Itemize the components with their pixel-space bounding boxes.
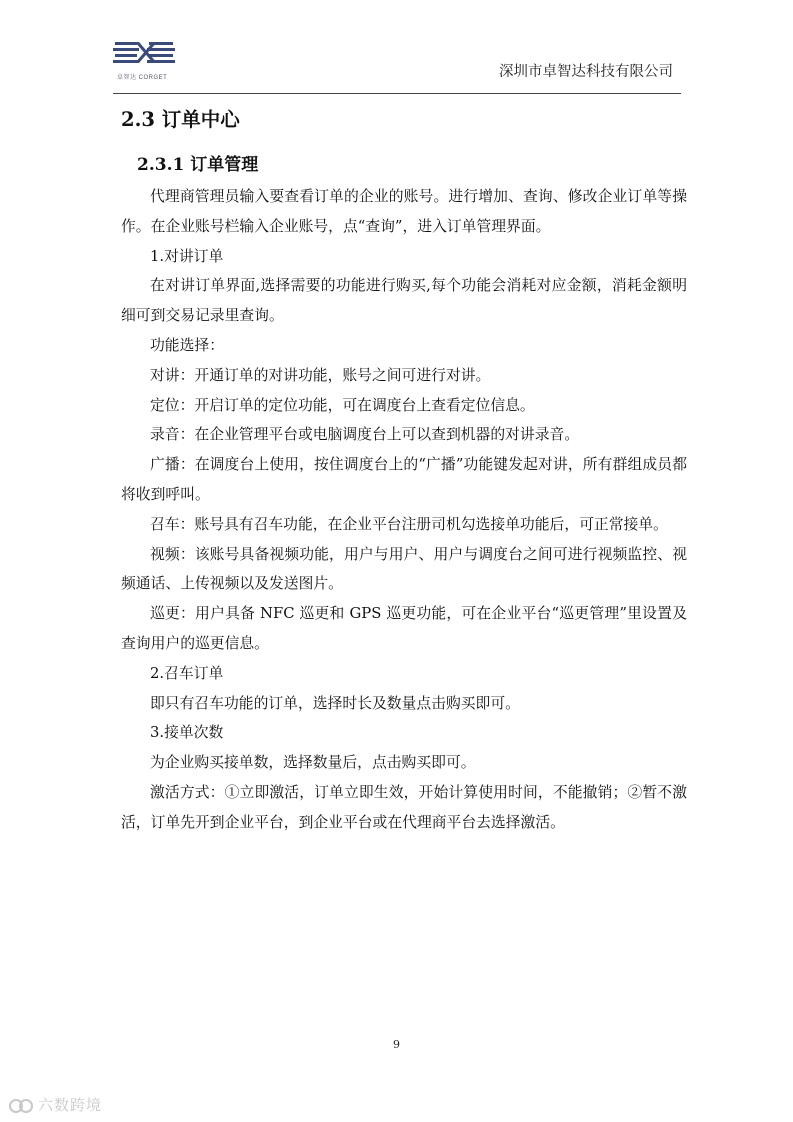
paragraph: 功能选择：: [150, 336, 224, 354]
watermark-text: 六数跨境: [38, 1096, 103, 1114]
header-divider: [113, 93, 681, 94]
paragraph: 1.对讲订单: [150, 247, 224, 265]
subsection-title: 2.3.1 订单管理: [137, 155, 259, 175]
company-name: 深圳市卓智达科技有限公司: [499, 64, 673, 80]
paragraph: 代理商管理员输入要查看订单的企业的账号。进行增加、查询、修改企业订单等操作。在企业账号栏输入企业账号，点“查询”，进入订单管理界面。: [121, 188, 687, 235]
paragraph: 为企业购买接单数，选择数量后，点击购买即可。: [150, 754, 476, 772]
paragraph: 视频：该账号具备视频功能，用户与用户、用户与调度台之间可进行视频监控、视频通话、上传视频以及发送图片。: [121, 545, 687, 593]
paragraph: 即只有召车功能的订单，选择时长及数量点击购买即可。: [150, 694, 520, 712]
section-title: 2.3 订单中心: [121, 108, 240, 131]
paragraph: 3.接单次数: [150, 724, 224, 742]
paragraph: 激活方式：①立即激活，订单立即生效，开始计算使用时间，不能撤销；②暂不激活，订单先开到企业平台，到企业平台或在代理商平台去选择激活。: [121, 783, 687, 831]
logo-text: 卓智达 CORGET: [117, 75, 168, 81]
watermark: [8, 1094, 102, 1115]
paragraph: 在对讲订单界面,选择需要的功能进行购买,每个功能会消耗对应金额，消耗金额明细可到交易记录里查询。: [121, 277, 687, 325]
paragraph: 广播：在调度台上使用，按住调度台上的“广播”功能键发起对讲，所有群组成员都将收到呼叫。: [121, 456, 687, 503]
paragraph: 录音：在企业管理平台或电脑调度台上可以查到机器的对讲录音。: [150, 426, 580, 444]
paragraph: 2.召车订单: [150, 664, 224, 682]
paragraph: 定位：开启订单的定位功能，可在调度台上查看定位信息。: [150, 396, 535, 414]
page-number: 9: [393, 1038, 400, 1051]
body-text: [121, 182, 687, 838]
watermark-logo-icon: [8, 1097, 34, 1115]
paragraph: 对讲：开通订单的对讲功能，账号之间可进行对讲。: [150, 366, 491, 384]
paragraph: 巡更：用户具备 NFC 巡更和 GPS 巡更功能，可在企业平台“巡更管理”里设置及查询用户的巡更信息。: [121, 605, 687, 652]
paragraph: 召车：账号具有召车功能，在企业平台注册司机勾选接单功能后，可正常接单。: [150, 515, 668, 533]
